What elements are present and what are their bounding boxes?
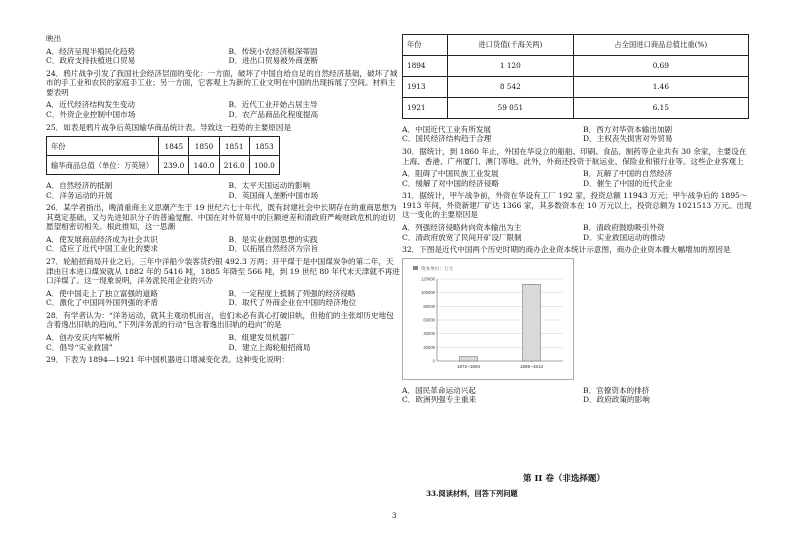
q25-row-cell: 239.0 [159, 156, 189, 175]
q29-table-header-row [403, 35, 749, 56]
q29-table-row [403, 98, 749, 119]
q29-cell-year: 1894 [403, 56, 448, 77]
q29-option-a[interactable]: A．中国近代工业有所发展 [402, 125, 492, 134]
q29-header-value: 进口货值(千海关两) [448, 35, 574, 56]
q29-cell-share: 0.69 [573, 56, 748, 77]
q25-row-cell: 216.0 [219, 156, 249, 175]
q25-header-label: 年份 [47, 137, 159, 156]
q29-stem: 29．下表为 1894—1921 年中国机器进口增减变化表。这种变化说明： [46, 355, 289, 365]
q30-option-a[interactable]: A．阻碍了中国民族工业发展 [402, 169, 499, 179]
q32-capital-chart [402, 258, 574, 380]
q25-option-a[interactable]: A．自然经济的抵制 [46, 181, 113, 191]
q26-option-c[interactable]: C．适应了近代中国工业化的要求 [46, 244, 159, 254]
q24-option-d[interactable]: D．农产品商品化程度提高 [228, 109, 319, 119]
q32-options [402, 386, 754, 405]
y-tick-label: 0 [432, 358, 435, 364]
q31-option-d[interactable]: D．实业救国运动的推动 [583, 232, 666, 242]
q30-option-c[interactable]: C．缓解了对中国的经济侵略 [402, 178, 499, 188]
page-number: 3 [392, 511, 397, 520]
q24-option-a[interactable]: A．近代经济结构发生变动 [46, 100, 136, 110]
q25-option-b[interactable]: B．太平天国运动的影响 [228, 181, 311, 191]
q28-options [46, 333, 401, 352]
bar [460, 356, 478, 360]
q26-option-d[interactable]: D．以拓展自然经济为宗旨 [228, 244, 319, 254]
q29-cell-year: 1913 [403, 77, 448, 98]
q28-option-c[interactable]: C．倡导“实业救国” [46, 342, 113, 352]
q28-option-a[interactable]: A．创办安庆内军械所 [46, 333, 120, 343]
y-tick-label: 80000 [423, 303, 435, 309]
q26-options [46, 235, 401, 254]
left-column [46, 34, 401, 368]
q31-option-c[interactable]: C．清政府放宽了民间开矿设厂限制 [402, 232, 522, 242]
q26-option-b[interactable]: B．是实业救国思想的实践 [228, 234, 318, 244]
x-tick-label: 1872~1894 [456, 363, 481, 369]
q23-tail: 映出 [46, 34, 62, 43]
section-ii-title: 第 II 卷（非选择题） [523, 474, 605, 484]
q29-table [402, 34, 749, 119]
q25-row-label: 输华商品总值（单位：万英镑） [47, 156, 159, 175]
q25-table-row [47, 156, 280, 175]
q32-option-b[interactable]: B．官僚资本的排挤 [583, 385, 650, 395]
q29-cell-year: 1921 [403, 98, 448, 119]
x-tick-label: 1895~1913 [519, 363, 544, 369]
q25-header-cell: 1851 [219, 137, 249, 156]
q30-stem: 30．据统计，到 1860 年止，外国在华设立的船舶、印刷、食品、制药等企业共有 30 余家，主要设在上海、香港、广州厦门、澳门等地。此外，外商还投资于航运业、保险业和银行业等。这些企业客观上 [402, 147, 747, 166]
q29-cell-value: 59 051 [448, 98, 574, 119]
q29-cell-share: 1.46 [573, 77, 748, 98]
q29-table-row [403, 56, 749, 77]
q24-stem: 24．鸦片战争引发了我国社会经济层面的变化：一方面，破坏了中国自给自足的自然经济基础，破坏了城市的手工业和农民的家庭手工业；另一方面，它客观上为新的工业文明在中国的出现拆展了空间。材料主要表明 [46, 68, 398, 97]
q25-stem: 25．如表是鸦片战争后英国输华商品统计表。导致这一趋势的主要原因是 [46, 122, 292, 132]
q26-option-a[interactable]: A．使发展商品经济成为社会共识 [46, 234, 158, 244]
q29-option-d[interactable]: D．主权丧失损害对外贸易 [583, 134, 673, 144]
q29-option-c[interactable]: C．国民经济结构趋于合理 [402, 134, 492, 144]
y-tick-label: 20000 [423, 344, 435, 350]
q23-option-d[interactable]: D．进出口贸易被外商垄断 [228, 56, 319, 66]
q27-option-d[interactable]: D．取代了外商企业在中国的经济地位 [228, 298, 357, 308]
q27-option-a[interactable]: A．使中国走上了独立富强的道路 [46, 288, 158, 298]
q25-row-cell: 140.0 [189, 156, 219, 175]
q27-option-c[interactable]: C．激化了中国同外国列强的矛盾 [46, 298, 159, 308]
q32-option-a[interactable]: A．国民革命运动兴起 [402, 385, 476, 395]
q25-header-cell: 1845 [159, 137, 189, 156]
legend-swatch [413, 266, 418, 270]
q25-option-c[interactable]: C．洋务运动的开展 [46, 190, 113, 200]
q25-header-cell: 1850 [189, 137, 219, 156]
q28-stem: 28．有学者认为：“洋务运动，就其主观动机而言，也们未必有真心打破旧轨，但他们的主张却历史地包含着逸出旧轨的趋向。”下列洋务派的行动“包含着逸出旧轨的趋向”的是 [46, 310, 394, 330]
q29-cell-value: 8 542 [448, 77, 574, 98]
q28-option-d[interactable]: D．建立上海轮船招商局 [228, 342, 311, 352]
y-tick-label: 100000 [421, 290, 435, 296]
q31-options [402, 223, 754, 242]
q29-header-share: 占全国进口商品总值比重(%) [573, 35, 748, 56]
q27-options [46, 289, 401, 308]
q29-option-b[interactable]: B．西方对华资本输出加剧 [583, 125, 673, 134]
q23-option-a[interactable]: A．经济呈现半殖民化趋势 [46, 46, 136, 56]
q25-table [46, 136, 280, 175]
q25-header-cell: 1853 [249, 137, 279, 156]
q29-cell-value: 1 120 [448, 56, 574, 77]
q23-option-b[interactable]: B．传统小农经济根深蒂固 [228, 46, 318, 56]
q25-row-cell: 100.0 [249, 156, 279, 175]
q32-stem: 32．下图是近代中国两个历史时期的商办企业资本统计示意图，商办企业资本骤大幅增加的原因是 [402, 245, 731, 255]
q33-stem: 33.阅读材料，回答下列问题 [426, 489, 518, 498]
right-column [402, 34, 754, 408]
q31-option-b[interactable]: B．清政府鼓励吸引外资 [583, 223, 665, 233]
q32-option-d[interactable]: D．政府政策的影响 [583, 395, 650, 405]
bar [523, 284, 541, 361]
q24-options [46, 100, 401, 119]
q29-cell-share: 6.15 [573, 98, 748, 119]
q25-table-header-row [47, 137, 280, 156]
q31-option-a[interactable]: A．列强经济侵略转向资本输出为主 [402, 223, 522, 233]
q24-option-c[interactable]: C．外资企业控制中国市场 [46, 109, 136, 119]
q25-options [46, 181, 401, 200]
q29-options [402, 125, 754, 144]
q29-header-year: 年份 [403, 35, 448, 56]
y-tick-label: 120000 [421, 276, 435, 282]
q32-chart-svg [403, 259, 573, 379]
q25-option-d[interactable]: D．英国商人垄断中国市场 [228, 190, 319, 200]
q27-option-b[interactable]: B．一定程度上抵制了列强的经济侵略 [228, 288, 356, 298]
q23-option-c[interactable]: C．政府支持扶植进口贸易 [46, 56, 136, 66]
q30-options [402, 169, 754, 188]
q26-stem: 26．某学者指出，晚清重商主义思潮产生于 19 世纪六七十年代，既有封建社会中长期存在的重商思想为其奠定基础，又与先进知识分子的普遍觉醒、中国在对外贸易中的巨额逆差和清政府严峻财政危机的迫切愿望相密切相关。根此推知，这一思潮 [46, 203, 397, 232]
q30-option-d[interactable]: D．催生了中国的近代企业 [583, 178, 673, 188]
q31-stem: 31．据统计，甲午战争前，外资在华设有工厂 192 家，投资总额 11943 万元；甲午战争后的 1895～1913 年间，外资新建厂矿达 1366 家，其多数资本在 10 万元以上，投资总额为 1021513 万元。出现这一变化的主要原因是 [402, 191, 752, 220]
y-tick-label: 40000 [423, 331, 435, 337]
y-tick-label: 60000 [423, 317, 435, 323]
q29-table-row [403, 77, 749, 98]
legend-label: 资本单位：万元 [421, 265, 454, 271]
q30-option-b[interactable]: B．瓦解了中国的自然经济 [583, 169, 673, 179]
q28-option-b[interactable]: B．组建发员机器厂 [228, 333, 295, 343]
q27-stem: 27．轮船招商局开业之后，三年中洋船少装客货约银 492.3 万两；开平煤于是中国煤炭争的第二年，天津由日本进口煤炭就从 1882 年的 5416 吨，1885 年降至 566 吨，到 19 世纪 80 年代末天津就不再进口洋煤了。这一现象说明，洋务派民用企业的兴办 [46, 257, 400, 286]
q23-options [46, 47, 401, 66]
q32-option-c[interactable]: C．欧洲列强专主重来 [402, 395, 477, 405]
q24-option-b[interactable]: B．近代工业开始占居主导 [228, 100, 318, 110]
